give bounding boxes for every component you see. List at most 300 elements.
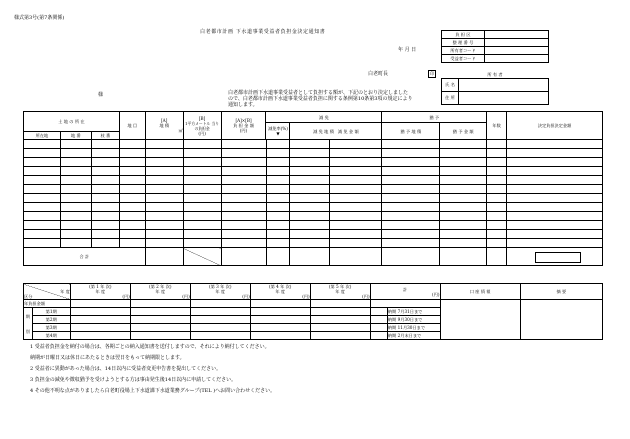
- table-cell: [487, 149, 507, 158]
- table-cell: [266, 149, 290, 158]
- table-cell: [330, 176, 382, 185]
- total-cell: [145, 248, 183, 266]
- table-cell: [119, 185, 145, 194]
- table-cell: [440, 176, 487, 185]
- table-row: [24, 221, 603, 230]
- cell: [250, 324, 310, 332]
- table-cell: [440, 239, 487, 248]
- remarks-cell: [520, 300, 602, 340]
- table-row: [24, 212, 603, 221]
- cell: [250, 332, 310, 340]
- year-label: (第 3 年 次): [208, 284, 232, 289]
- account-cell: [440, 300, 520, 340]
- year-sub: 年 度: [215, 289, 226, 294]
- table-cell: [221, 194, 266, 203]
- period-label: 第2期: [32, 316, 70, 324]
- table-cell: [91, 185, 119, 194]
- reduction-mark: ▼: [276, 131, 280, 136]
- remarks-header: 摘 要: [520, 284, 602, 300]
- table-cell: [382, 194, 440, 203]
- table-cell: [221, 140, 266, 149]
- table-cell: [290, 149, 330, 158]
- table-cell: [290, 230, 330, 239]
- table-cell: [145, 140, 183, 149]
- owner-address-label: 住 所: [442, 91, 459, 104]
- cell: [190, 332, 250, 340]
- cell: [130, 332, 190, 340]
- table-cell: [440, 185, 487, 194]
- table-cell: [290, 176, 330, 185]
- year-5-header: [310, 284, 370, 300]
- table-cell: [266, 158, 290, 167]
- cell: [370, 300, 440, 308]
- annual-row-label: 年負担金額: [24, 300, 71, 308]
- period-side-bottom: 別: [25, 328, 30, 334]
- table-cell: [330, 239, 382, 248]
- table-cell: [487, 140, 507, 149]
- table-cell: [60, 140, 91, 149]
- table-cell: [330, 194, 382, 203]
- table-cell: [266, 167, 290, 176]
- table-cell: [507, 140, 603, 149]
- table-cell: [290, 194, 330, 203]
- table-cell: [507, 230, 603, 239]
- total-cell: [330, 248, 382, 266]
- table-cell: [290, 140, 330, 149]
- year-label: (第 5 年 次): [328, 284, 352, 289]
- charge-header: [221, 112, 266, 140]
- table-cell: [183, 194, 221, 203]
- table-cell: [440, 167, 487, 176]
- table-cell: [60, 149, 91, 158]
- years-header: 年数: [487, 112, 507, 140]
- table-cell: [330, 221, 382, 230]
- table-cell: [91, 221, 119, 230]
- table-cell: [119, 203, 145, 212]
- table-cell: [221, 149, 266, 158]
- notice-line: ので、白老都市計画下水道事業受益者負担に関する条例第10条第3項の規定により: [228, 96, 413, 102]
- table-cell: [91, 140, 119, 149]
- table-cell: [487, 203, 507, 212]
- table-cell: [507, 185, 603, 194]
- note: 3 負担金の減免や徴収猶予を受けようとする方は事由発生後14日以内に申請してください。: [30, 377, 237, 383]
- corner-division: 区分: [24, 294, 33, 299]
- ref-label: 所有者コード: [442, 47, 485, 55]
- ref-label: 負 担 区: [442, 31, 485, 39]
- yen-unit: (円): [122, 294, 130, 299]
- form-number: 様式第3号(第7条関係): [14, 15, 65, 21]
- reduction-rate-label: 減免率(%): [268, 126, 288, 131]
- table-row: [24, 158, 603, 167]
- ref-label: 受益者コード: [442, 55, 485, 63]
- yen-unit: (円): [432, 291, 440, 297]
- cell: [70, 316, 130, 324]
- table-cell: [440, 149, 487, 158]
- area-unit: ㎡: [178, 128, 183, 133]
- cell: [130, 300, 190, 308]
- table-cell: [60, 221, 91, 230]
- period-side: [24, 308, 33, 340]
- table-cell: [60, 176, 91, 185]
- cell: [190, 300, 250, 308]
- main-table-body: [23, 139, 603, 266]
- table-cell: [507, 221, 603, 230]
- year-1-header: [70, 284, 130, 300]
- table-cell: [91, 239, 119, 248]
- table-cell: [330, 230, 382, 239]
- table-row: [24, 149, 603, 158]
- cell: [250, 300, 310, 308]
- cell: [310, 300, 370, 308]
- table-cell: [507, 203, 603, 212]
- table-cell: [119, 176, 145, 185]
- charge-unit: (円): [239, 128, 248, 133]
- cell: [250, 308, 310, 316]
- table-cell: [382, 230, 440, 239]
- ref-value: [485, 31, 549, 39]
- year-sub: 年 度: [95, 289, 106, 294]
- table-cell: [290, 185, 330, 194]
- table-cell: [330, 167, 382, 176]
- notice-text: [228, 90, 440, 108]
- unit-charge-unit: (円): [198, 130, 206, 136]
- table-cell: [145, 194, 183, 203]
- table-cell: [290, 158, 330, 167]
- cell: [190, 324, 250, 332]
- notice-line: 通知します。: [228, 102, 258, 108]
- cell: [370, 332, 387, 340]
- table-cell: [440, 194, 487, 203]
- cell: [250, 316, 310, 324]
- year-sub: 年 度: [335, 289, 345, 294]
- note: 納期が日曜日又は休日にあたるときは翌日をもって納期限とします。: [30, 355, 185, 361]
- reduction-rate-header: [266, 123, 290, 140]
- table-cell: [91, 203, 119, 212]
- year-sub: 年 度: [275, 289, 286, 294]
- table-cell: [60, 230, 91, 239]
- table-cell: [119, 230, 145, 239]
- total-cell: [290, 248, 330, 266]
- cell: [190, 316, 250, 324]
- table-cell: [119, 239, 145, 248]
- unit-charge-bracket: [B]: [198, 115, 206, 121]
- table-row: [24, 176, 603, 185]
- cell: [370, 324, 387, 332]
- table-cell: [183, 185, 221, 194]
- cell: [70, 308, 130, 316]
- table-cell: [183, 221, 221, 230]
- deferral-header: 猶 予: [382, 112, 487, 123]
- table-cell: [440, 158, 487, 167]
- deferral-area-header: 猶 予 地 積: [382, 123, 440, 140]
- table-cell: [183, 176, 221, 185]
- table-cell: [91, 230, 119, 239]
- yen-unit: (円): [182, 294, 190, 299]
- table-cell: [91, 158, 119, 167]
- year-label: (第 4 年 次): [268, 284, 292, 289]
- owner-name-label: 氏 名: [442, 78, 459, 91]
- table-cell: [24, 176, 61, 185]
- table-cell: [24, 212, 61, 221]
- table-cell: [266, 221, 290, 230]
- table-cell: [119, 149, 145, 158]
- table-cell: [221, 158, 266, 167]
- table-cell: [290, 239, 330, 248]
- table-cell: [183, 149, 221, 158]
- cell: [310, 308, 370, 316]
- table-cell: [290, 203, 330, 212]
- table-cell: [119, 140, 145, 149]
- account-header: 口 座 情 報: [440, 284, 520, 300]
- owner-address-value: [459, 91, 549, 104]
- ref-value: [485, 39, 549, 47]
- table-row: [24, 167, 603, 176]
- table-cell: [60, 167, 91, 176]
- cell: [130, 324, 190, 332]
- reduction-header: 減 免: [266, 112, 382, 123]
- table-cell: [440, 221, 487, 230]
- table-cell: [507, 158, 603, 167]
- period-due: 納期 2月末日まで: [387, 332, 440, 340]
- table-cell: [183, 158, 221, 167]
- table-cell: [382, 203, 440, 212]
- total-header: [370, 284, 440, 300]
- notes: [30, 344, 275, 399]
- table-cell: [60, 212, 91, 221]
- location-header: 所在地: [24, 132, 61, 140]
- table-cell: [91, 176, 119, 185]
- table-cell: [507, 239, 603, 248]
- cell: [310, 316, 370, 324]
- table-cell: [330, 149, 382, 158]
- table-cell: [24, 239, 61, 248]
- total-label: 計: [402, 286, 408, 292]
- ref-label: 整 理 番 号: [442, 39, 485, 47]
- year-label: (第 2 年 次): [149, 284, 172, 289]
- period-label: 第3期: [32, 324, 70, 332]
- table-cell: [60, 185, 91, 194]
- note: 1 受益者負担金を納付の場合は、各期ごとの納入通知書を送付しますので、それにより納付してください。: [30, 344, 270, 350]
- table-cell: [119, 212, 145, 221]
- table-cell: [382, 176, 440, 185]
- reduction-area-amount: [290, 123, 382, 140]
- lot-no-header: 地 番: [60, 132, 91, 140]
- yen-unit: (円): [362, 294, 370, 299]
- owner-box: [441, 71, 549, 105]
- table-cell: [183, 203, 221, 212]
- owner-name-value: [459, 78, 549, 91]
- year-label: (第 1 年 次): [89, 284, 112, 289]
- table-cell: [60, 194, 91, 203]
- land-location-header: 土 地 の 所 在: [24, 112, 120, 132]
- corner-year: 年 度: [60, 289, 70, 294]
- table-cell: [24, 194, 61, 203]
- branch-no-header: 枝 番: [91, 132, 119, 140]
- table-cell: [145, 230, 183, 239]
- table-cell: [266, 140, 290, 149]
- table-cell: [119, 158, 145, 167]
- period-due: 納期 7月31日まで: [387, 308, 440, 316]
- unit-charge-header: [183, 112, 221, 140]
- cell: [70, 300, 130, 308]
- ref-value: [485, 47, 549, 55]
- table-cell: [487, 176, 507, 185]
- table-cell: [487, 158, 507, 167]
- year-3-header: [190, 284, 250, 300]
- table-cell: [507, 149, 603, 158]
- total-cell: [221, 248, 266, 266]
- notice-line: 白老都市計画下水道事業受益者として負担する額が、下記のとおり決定しました: [228, 90, 409, 96]
- table-cell: [183, 230, 221, 239]
- table-cell: [24, 185, 61, 194]
- ref-value: [485, 55, 549, 63]
- period-side-top: 期: [25, 313, 30, 319]
- table-cell: [221, 230, 266, 239]
- table-cell: [221, 212, 266, 221]
- table-cell: [382, 221, 440, 230]
- table-cell: [24, 158, 61, 167]
- table-cell: [145, 203, 183, 212]
- table-cell: [266, 239, 290, 248]
- table-cell: [440, 212, 487, 221]
- table-cell: [24, 203, 61, 212]
- table-cell: [330, 140, 382, 149]
- table-cell: [119, 194, 145, 203]
- table-cell: [91, 194, 119, 203]
- table-cell: [507, 176, 603, 185]
- table-cell: [487, 212, 507, 221]
- table-cell: [24, 149, 61, 158]
- unit-charge-label: 1平方メートル 当りの負担金: [185, 120, 220, 131]
- table-cell: [487, 185, 507, 194]
- table-cell: [145, 176, 183, 185]
- table-cell: [183, 140, 221, 149]
- cell: [130, 308, 190, 316]
- table-row: [24, 185, 603, 194]
- table-row: [24, 194, 603, 203]
- table-cell: [221, 203, 266, 212]
- period-label: 第4期: [32, 332, 70, 340]
- table-cell: [119, 167, 145, 176]
- table-cell: [91, 167, 119, 176]
- table-cell: [145, 185, 183, 194]
- table-cell: [221, 167, 266, 176]
- table-cell: [183, 167, 221, 176]
- table-cell: [440, 230, 487, 239]
- table-cell: [24, 221, 61, 230]
- table-cell: [487, 194, 507, 203]
- table-cell: [221, 176, 266, 185]
- table-cell: [382, 140, 440, 149]
- table-cell: [290, 221, 330, 230]
- table-cell: [440, 140, 487, 149]
- table-cell: [330, 185, 382, 194]
- table-cell: [382, 212, 440, 221]
- area-bracket: [A]: [161, 118, 168, 123]
- charge-bracket: [A]×[B]: [235, 118, 252, 123]
- total-label: 合 計: [24, 248, 146, 266]
- table-cell: [221, 221, 266, 230]
- table-cell: [266, 185, 290, 194]
- table-cell: [266, 230, 290, 239]
- table-row: [24, 230, 603, 239]
- table-cell: [119, 221, 145, 230]
- total-cell: [382, 248, 440, 266]
- table-cell: [145, 221, 183, 230]
- period-due: 納期 9月30日まで: [387, 316, 440, 324]
- table-cell: [266, 194, 290, 203]
- document-title: 白老都市計画 下水道事業受益者負担金決定通知書: [200, 29, 326, 35]
- addressee-suffix: 様: [98, 92, 104, 98]
- table-cell: [183, 239, 221, 248]
- installment-table: [23, 283, 603, 340]
- deferral-amount-header: 猶 予 金 額: [440, 123, 487, 140]
- table-cell: [507, 167, 603, 176]
- table-cell: [330, 212, 382, 221]
- table-cell: [145, 239, 183, 248]
- table-cell: [221, 185, 266, 194]
- table-cell: [440, 203, 487, 212]
- total-decided-cell: [507, 248, 603, 266]
- table-cell: [60, 158, 91, 167]
- table-row: [24, 203, 603, 212]
- table-cell: [487, 167, 507, 176]
- cell: [310, 332, 370, 340]
- table-cell: [382, 149, 440, 158]
- period-label: 第1期: [32, 308, 70, 316]
- table-cell: [60, 203, 91, 212]
- total-unit-slash: [183, 248, 221, 266]
- table-cell: [382, 167, 440, 176]
- reduction-amount-label: 減 免 金 額: [337, 128, 359, 134]
- table-row: [24, 140, 603, 149]
- table-cell: [91, 212, 119, 221]
- owner-header: 所 有 者: [442, 71, 549, 78]
- table-cell: [145, 158, 183, 167]
- cell: [370, 316, 387, 324]
- table-cell: [24, 230, 61, 239]
- table-cell: [487, 221, 507, 230]
- cell: [310, 324, 370, 332]
- table-cell: [183, 212, 221, 221]
- table-cell: [330, 158, 382, 167]
- area-header: [145, 112, 183, 140]
- date-line: 年 月 日: [398, 47, 417, 53]
- reduction-area-label: 減 免 地 積: [313, 128, 334, 134]
- table-cell: [382, 239, 440, 248]
- yen-unit: (円): [302, 294, 310, 299]
- decided-amount-header: 決定負担決定金額: [507, 112, 603, 140]
- year-4-header: [250, 284, 310, 300]
- table-cell: [266, 212, 290, 221]
- note: 2 受益者に異動があった場合は、14日以内に受益者変更申告書を提出してください。: [30, 366, 222, 372]
- table-cell: [330, 203, 382, 212]
- issuer: 白老町長: [368, 71, 389, 77]
- table-cell: [487, 230, 507, 239]
- table-cell: [290, 167, 330, 176]
- cell: [130, 316, 190, 324]
- table-cell: [290, 212, 330, 221]
- total-cell: [266, 248, 290, 266]
- table-cell: [145, 212, 183, 221]
- corner-cell: [24, 284, 71, 300]
- year-2-header: [130, 284, 190, 300]
- cell: [370, 308, 387, 316]
- note: 4 その他不明な点がありましたら白老町役場上下水道課下水道業務グループ(TEL )へお問い合わせください。: [30, 388, 276, 394]
- table-cell: [266, 203, 290, 212]
- table-cell: [145, 167, 183, 176]
- area-label: 地 積: [159, 123, 170, 128]
